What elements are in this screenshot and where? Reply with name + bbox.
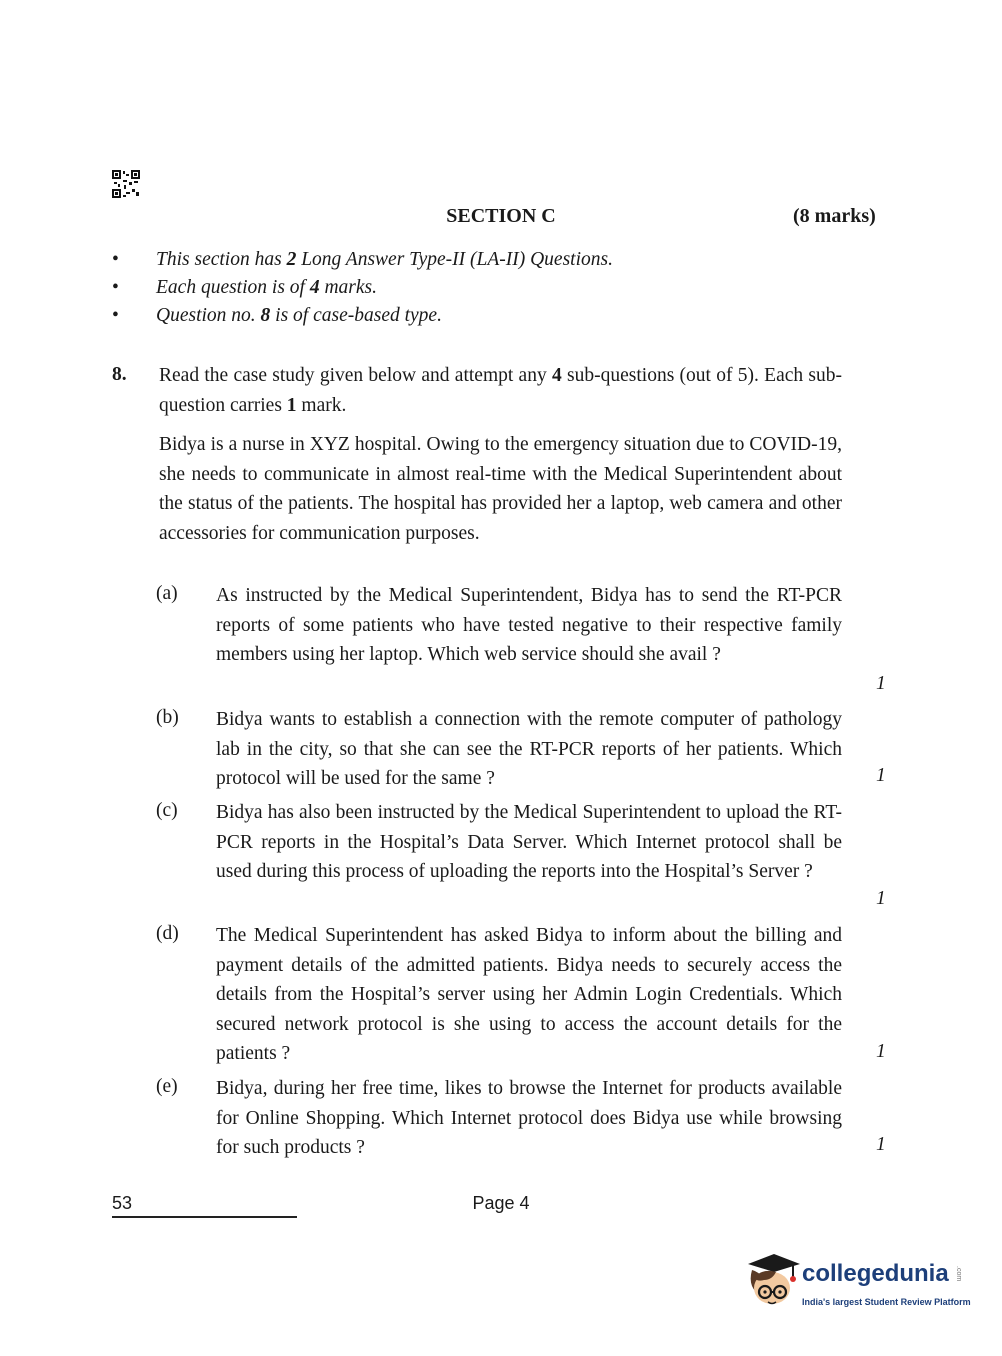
sub-question-label: (a) [156, 583, 178, 604]
sub-question-mark: 1 [876, 765, 886, 786]
sub-question-label: (b) [156, 707, 179, 728]
question-intro: Read the case study given below and attempt any 4 sub-questions (out of 5). Each sub-question carries 1 mark. [159, 365, 843, 416]
sub-question-mark: 1 [876, 888, 886, 909]
sub-question-text: Bidya, during her free time, likes to browse the Internet for products available for Online Shopping. Which Internet protocol does Bidya use while browsing for such products ? [216, 1078, 842, 1158]
sub-question-text: The Medical Superintendent has asked Bidya to inform about the billing and payment details of the admitted patients. Bidya needs to securely access the details from the Hospital’s server using her Admin Login Credentials. Which secured network protocol is she using to access the account details for the patients ? [216, 925, 842, 1064]
sub-question-mark: 1 [876, 1134, 886, 1155]
instruction-item: • Question no. 8 is of case-based type. [112, 302, 812, 330]
sub-question-label: (e) [156, 1076, 178, 1097]
brand-name: collegedunia [802, 1260, 949, 1287]
sub-question-text: As instructed by the Medical Superintendent, Bidya has to send the RT-PCR reports of some patients who have tested negative to their respective family members using her laptop. Which web service should she avail ? [216, 585, 842, 665]
sub-question-label: (d) [156, 923, 179, 944]
sub-question-text: Bidya has also been instructed by the Medical Superintendent to upload the RT-PCR reports in the Hospital’s Data Server. Which Internet protocol shall be used during this process of uploading the reports into the Hospital’s Server ? [216, 802, 842, 882]
sub-question-mark: 1 [876, 673, 886, 694]
sub-question-mark: 1 [876, 1041, 886, 1062]
qr-code-icon [112, 170, 140, 198]
sub-question-text: Bidya wants to establish a connection with the remote computer of pathology lab in the city, so that she can see the RT-PCR reports of her patients. Which protocol will be used for the same ? [216, 709, 842, 789]
bullet-icon: • [112, 249, 119, 270]
collegedunia-mascot-icon [742, 1250, 802, 1312]
instruction-item: • Each question is of 4 marks. [112, 274, 812, 302]
footer-divider [112, 1216, 297, 1218]
section-title: SECTION C [446, 205, 556, 227]
instruction-item: • This section has 2 Long Answer Type-II (LA-II) Questions. [112, 246, 812, 274]
question-number: 8. [112, 364, 127, 385]
bullet-icon: • [112, 305, 119, 326]
instructions-list [112, 246, 812, 330]
section-marks: (8 marks) [793, 205, 876, 227]
sub-question-label: (c) [156, 800, 178, 821]
case-study-text: Bidya is a nurse in XYZ hospital. Owing to the emergency situation due to COVID-19, she needs to communicate in almost real-time with the Medical Superintendent about the status of the patients. The hospital has provided her a laptop, web camera and other accessories for communication purposes. [159, 434, 842, 544]
brand-domain: .com [955, 1266, 962, 1282]
bullet-icon: • [112, 277, 119, 298]
brand-tagline: India's largest Student Review Platform [802, 1297, 971, 1307]
page-number: Page 4 [472, 1193, 530, 1213]
paper-code: 53 [112, 1193, 133, 1213]
